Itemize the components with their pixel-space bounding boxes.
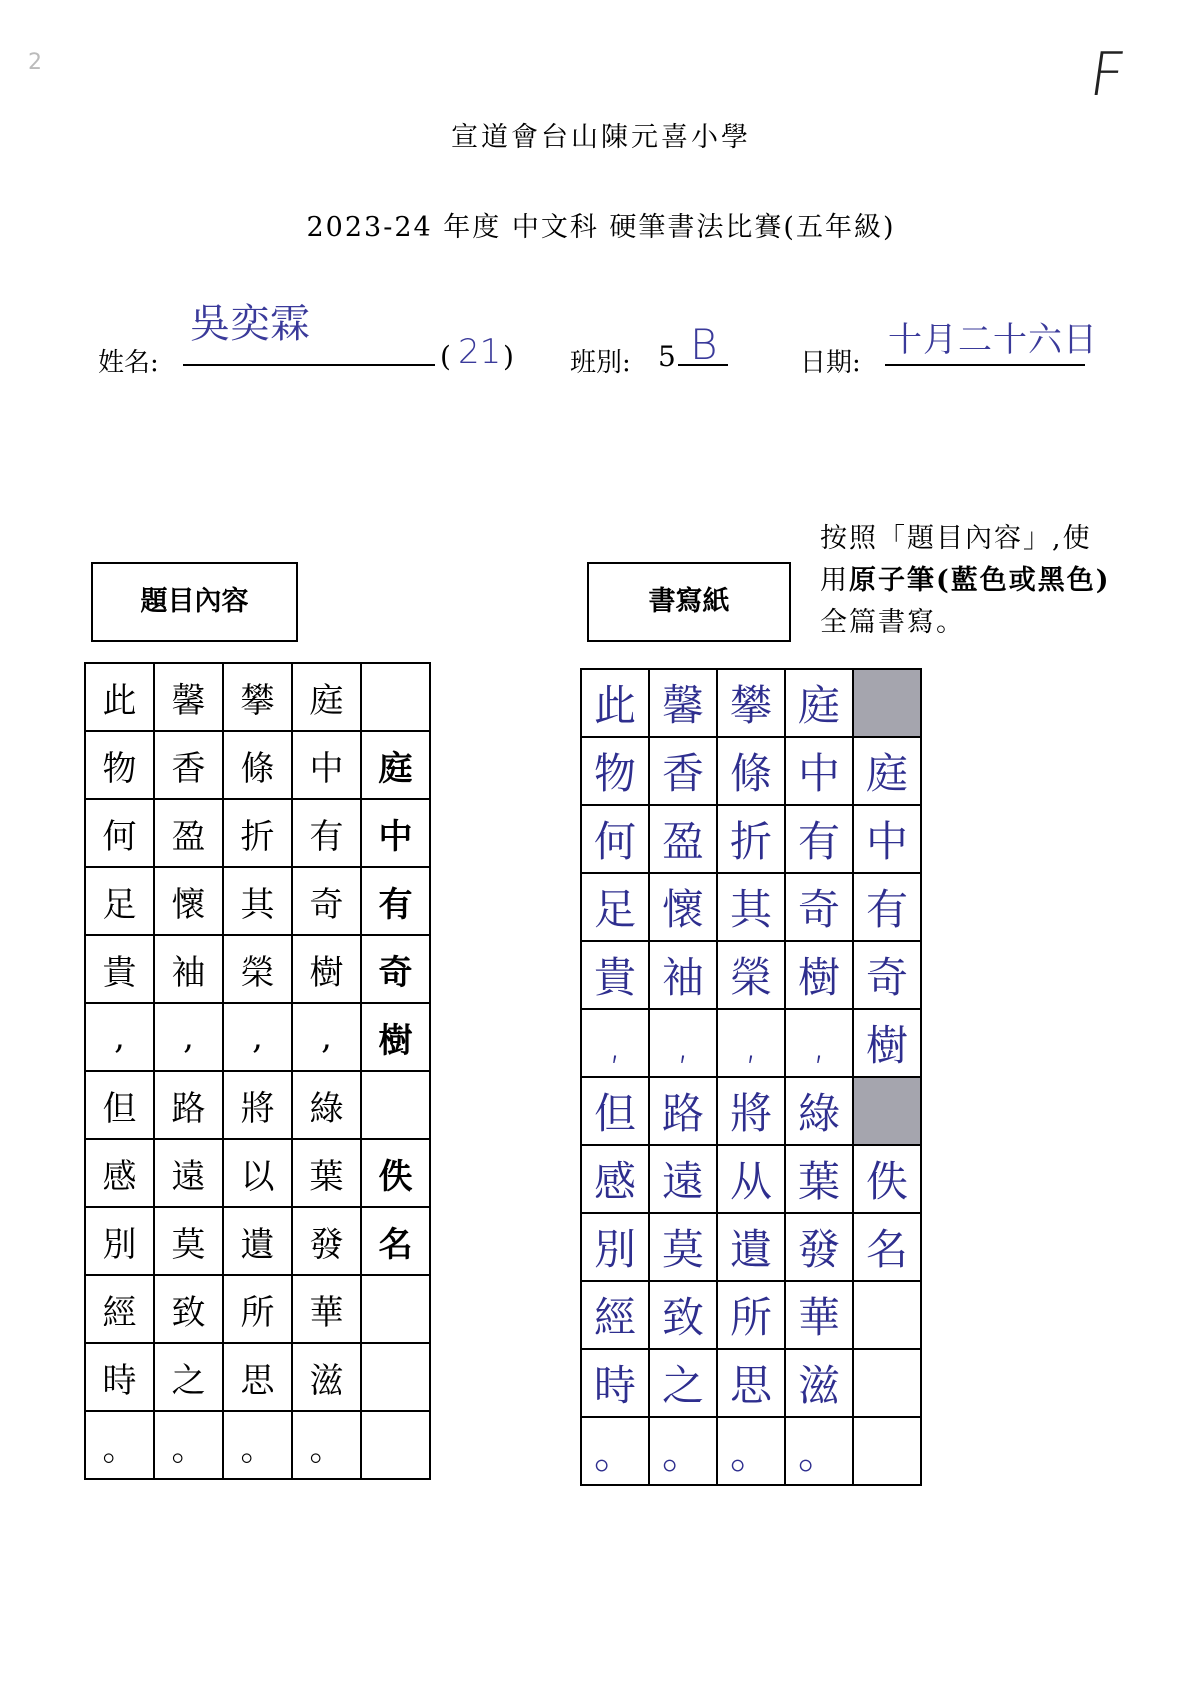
instructions-line-3: 全篇書寫。 [820, 607, 965, 638]
reference-grid-cell: 。 [292, 1411, 361, 1479]
reference-grid [84, 662, 431, 1480]
reference-grid-cell: 。 [154, 1411, 223, 1479]
writing-grid-row [581, 873, 921, 941]
reference-grid-cell: 何 [85, 799, 154, 867]
reference-grid-cell: 樹 [361, 1003, 430, 1071]
reference-grid-cell: , [85, 1003, 154, 1071]
writing-grid-cell: 感 [581, 1145, 649, 1213]
writing-grid-row [581, 941, 921, 1009]
writing-grid-cell: 將 [717, 1077, 785, 1145]
writing-grid-cell: 庭 [853, 737, 921, 805]
reference-grid-row [85, 1275, 430, 1343]
writing-grid-row [581, 805, 921, 873]
reference-grid-cell: 路 [154, 1071, 223, 1139]
reference-grid-row [85, 1139, 430, 1207]
reference-grid-cell: 遠 [154, 1139, 223, 1207]
writing-grid [580, 668, 922, 1486]
reference-grid-cell: 馨 [154, 663, 223, 731]
writing-grid-cell: 滋 [785, 1349, 853, 1417]
writing-grid-cell: 發 [785, 1213, 853, 1281]
writing-grid-cell: 香 [649, 737, 717, 805]
reference-grid-cell: 名 [361, 1207, 430, 1275]
competition-title: 2023-24 年度 中文科 硬筆書法比賽(五年級) [306, 212, 896, 243]
reference-grid-row [85, 935, 430, 1003]
writing-grid-cell [853, 1349, 921, 1417]
writing-grid-row [581, 1281, 921, 1349]
writing-grid-row [581, 1213, 921, 1281]
reference-grid-cell: 遺 [223, 1207, 292, 1275]
reference-grid-cell: 佚 [361, 1139, 430, 1207]
writing-grid-row [581, 1145, 921, 1213]
writing-grid-cell: 思 [717, 1349, 785, 1417]
writing-grid-cell: 遠 [649, 1145, 717, 1213]
reference-grid-cell: 其 [223, 867, 292, 935]
instructions [820, 518, 1190, 644]
class-grade-printed: 5 [658, 340, 676, 373]
reference-grid-cell: 條 [223, 731, 292, 799]
reference-grid-cell: 香 [154, 731, 223, 799]
reference-grid-cell: 感 [85, 1139, 154, 1207]
reference-grid-cell: 發 [292, 1207, 361, 1275]
reference-grid-cell: 滋 [292, 1343, 361, 1411]
writing-grid-row [581, 1009, 921, 1077]
writing-grid-cell: 樹 [853, 1009, 921, 1077]
writing-label: 書寫紙 [648, 586, 730, 617]
class-value: B [690, 320, 718, 369]
date-label: 日期: [800, 348, 861, 378]
writing-grid-cell: 遺 [717, 1213, 785, 1281]
reference-grid-row [85, 1003, 430, 1071]
writing-grid-cell: 榮 [717, 941, 785, 1009]
school-name: 宣道會台山陳元喜小學 [451, 122, 751, 153]
reference-grid-cell: 懷 [154, 867, 223, 935]
reference-grid-cell [361, 1343, 430, 1411]
reference-label-box [91, 562, 298, 642]
writing-grid-cell: 盈 [649, 805, 717, 873]
reference-grid-cell: 物 [85, 731, 154, 799]
writing-grid-row [581, 669, 921, 737]
writing-grid-cell: 馨 [649, 669, 717, 737]
writing-grid-cell: 奇 [853, 941, 921, 1009]
writing-grid-cell: 葉 [785, 1145, 853, 1213]
writing-grid-cell: 袖 [649, 941, 717, 1009]
writing-grid-cell: 其 [717, 873, 785, 941]
reference-grid-row [85, 663, 430, 731]
reference-grid-cell [361, 663, 430, 731]
writing-grid-cell: , [785, 1009, 853, 1077]
writing-grid-row [581, 1417, 921, 1485]
reference-grid-cell: 時 [85, 1343, 154, 1411]
reference-grid-cell: 葉 [292, 1139, 361, 1207]
reference-grid-cell: 但 [85, 1071, 154, 1139]
writing-grid-cell: 莫 [649, 1213, 717, 1281]
writing-grid-cell: 攀 [717, 669, 785, 737]
reference-grid-cell: , [223, 1003, 292, 1071]
writing-grid-cell: 之 [649, 1349, 717, 1417]
reference-grid-cell: 攀 [223, 663, 292, 731]
writing-grid-cell: 。 [649, 1417, 717, 1485]
reference-grid-cell: 貴 [85, 935, 154, 1003]
writing-grid-cell: 經 [581, 1281, 649, 1349]
writing-grid-cell: 折 [717, 805, 785, 873]
reference-grid-row [85, 1071, 430, 1139]
reference-grid-cell [361, 1411, 430, 1479]
writing-grid-cell: 有 [853, 873, 921, 941]
reference-grid-cell: 經 [85, 1275, 154, 1343]
writing-grid-cell: 所 [717, 1281, 785, 1349]
writing-grid-cell: 有 [785, 805, 853, 873]
writing-grid-cell: 致 [649, 1281, 717, 1349]
writing-grid-cell: 條 [717, 737, 785, 805]
class-no-open: ( [440, 340, 451, 373]
reference-grid-cell: 此 [85, 663, 154, 731]
writing-grid-cell: 何 [581, 805, 649, 873]
reference-grid-cell [361, 1071, 430, 1139]
reference-grid-cell: 足 [85, 867, 154, 935]
reference-grid-cell: 之 [154, 1343, 223, 1411]
grade-mark: F [1085, 40, 1130, 110]
writing-grid-cell: 。 [581, 1417, 649, 1485]
writing-grid-cell: 貴 [581, 941, 649, 1009]
reference-grid-cell: 庭 [292, 663, 361, 731]
corner-mark: 2 [28, 50, 42, 75]
reference-grid-cell: 庭 [361, 731, 430, 799]
reference-grid-cell: 樹 [292, 935, 361, 1003]
reference-grid-cell: 將 [223, 1071, 292, 1139]
reference-grid-row [85, 1411, 430, 1479]
reference-grid-cell: 。 [85, 1411, 154, 1479]
writing-grid-cell: 奇 [785, 873, 853, 941]
reference-label: 題目內容 [140, 586, 249, 617]
reference-grid-row [85, 1207, 430, 1275]
reference-grid-cell: 中 [361, 799, 430, 867]
reference-grid-cell: 致 [154, 1275, 223, 1343]
writing-grid-cell: , [581, 1009, 649, 1077]
reference-grid-cell: 中 [292, 731, 361, 799]
reference-grid-cell: , [292, 1003, 361, 1071]
name-value: 吳奕霖 [190, 301, 310, 347]
reference-grid-cell: 以 [223, 1139, 292, 1207]
writing-grid-row [581, 1349, 921, 1417]
reference-grid-cell: 盈 [154, 799, 223, 867]
writing-grid-cell [853, 1077, 921, 1145]
class-no-close: ) [503, 340, 514, 373]
writing-grid-row [581, 1077, 921, 1145]
writing-grid-cell: 時 [581, 1349, 649, 1417]
reference-grid-row [85, 799, 430, 867]
date-value: 十月二十六日 [888, 320, 1098, 360]
reference-grid-cell: 有 [361, 867, 430, 935]
reference-grid-cell: 折 [223, 799, 292, 867]
reference-grid-cell: 有 [292, 799, 361, 867]
reference-grid-cell: 奇 [292, 867, 361, 935]
writing-grid-cell: 樹 [785, 941, 853, 1009]
writing-grid-cell: 佚 [853, 1145, 921, 1213]
writing-grid-cell [853, 1417, 921, 1485]
class-label: 班別: [570, 348, 631, 378]
writing-grid-cell: 从 [717, 1145, 785, 1213]
reference-grid-cell: 榮 [223, 935, 292, 1003]
writing-grid-cell: 此 [581, 669, 649, 737]
writing-grid-cell: , [717, 1009, 785, 1077]
writing-grid-cell: 庭 [785, 669, 853, 737]
writing-grid-cell: 綠 [785, 1077, 853, 1145]
class-no-value: 21 [458, 332, 502, 372]
writing-grid-cell: 。 [785, 1417, 853, 1485]
reference-grid-row [85, 1343, 430, 1411]
writing-grid-cell [853, 1281, 921, 1349]
writing-grid-cell: 中 [785, 737, 853, 805]
writing-grid-row [581, 737, 921, 805]
writing-grid-cell: 名 [853, 1213, 921, 1281]
name-label: 姓名: [98, 348, 159, 378]
writing-grid-cell: 華 [785, 1281, 853, 1349]
writing-grid-cell: 中 [853, 805, 921, 873]
writing-grid-cell [853, 669, 921, 737]
reference-grid-cell: 奇 [361, 935, 430, 1003]
writing-label-box [587, 562, 791, 642]
reference-grid-row [85, 867, 430, 935]
reference-grid-cell: 袖 [154, 935, 223, 1003]
writing-grid-cell: 別 [581, 1213, 649, 1281]
reference-grid-cell: 思 [223, 1343, 292, 1411]
writing-grid-cell: 但 [581, 1077, 649, 1145]
reference-grid-cell: 所 [223, 1275, 292, 1343]
reference-grid-row [85, 731, 430, 799]
reference-grid-cell: 綠 [292, 1071, 361, 1139]
writing-grid-cell: 路 [649, 1077, 717, 1145]
writing-grid-cell: 懷 [649, 873, 717, 941]
reference-grid-cell [361, 1275, 430, 1343]
reference-grid-cell: , [154, 1003, 223, 1071]
reference-grid-cell: 。 [223, 1411, 292, 1479]
reference-grid-cell: 別 [85, 1207, 154, 1275]
writing-grid-cell: 足 [581, 873, 649, 941]
reference-grid-cell: 華 [292, 1275, 361, 1343]
instructions-line-1: 按照「題目內容」,使 [820, 523, 1092, 554]
reference-grid-cell: 莫 [154, 1207, 223, 1275]
writing-grid-cell: 物 [581, 737, 649, 805]
writing-grid-cell: , [649, 1009, 717, 1077]
instructions-line-2: 用原子筆(藍色或黑色) [820, 565, 1111, 596]
writing-grid-cell: 。 [717, 1417, 785, 1485]
